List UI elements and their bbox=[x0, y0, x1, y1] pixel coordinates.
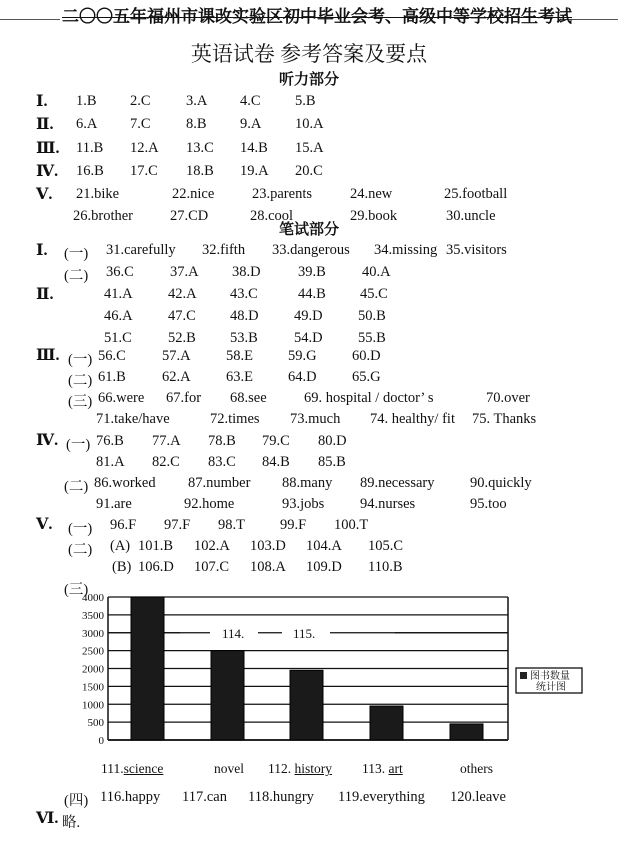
y-tick-label: 2000 bbox=[82, 663, 104, 676]
answer-item: 98.T bbox=[218, 517, 245, 533]
x-tick-label bbox=[214, 761, 244, 777]
answer-item: 69. hospital / doctor’ s bbox=[304, 390, 434, 406]
answer-item: 2.C bbox=[130, 93, 151, 109]
answer-item: 105.C bbox=[368, 538, 404, 554]
answer-item: 85.B bbox=[318, 454, 346, 470]
answer-item: 48.D bbox=[230, 308, 259, 324]
answer-item: 62.A bbox=[162, 369, 191, 385]
answer-item: 57.A bbox=[162, 348, 191, 364]
subsection-label: (四) bbox=[64, 793, 89, 809]
bar-art bbox=[370, 706, 403, 740]
answer-item: 8.B bbox=[186, 116, 207, 132]
answer-item: 61.B bbox=[98, 369, 126, 385]
section-number: Ⅳ. bbox=[36, 163, 59, 180]
section-number: Ⅵ. bbox=[36, 810, 59, 827]
answer-item: 107.C bbox=[194, 559, 230, 575]
answer-item: 120.leave bbox=[450, 789, 506, 805]
answer-item: 11.B bbox=[76, 140, 104, 156]
answer-item: 33.dangerous bbox=[272, 242, 350, 258]
exam-header: 二〇〇五年福州市课改实验区初中毕业会考、高级中等学校招生考试 bbox=[62, 7, 572, 26]
x-tick-label bbox=[460, 761, 493, 777]
answer-item: 38.D bbox=[232, 264, 261, 280]
x-tick-label bbox=[362, 761, 403, 777]
answer-item: 52.B bbox=[168, 330, 196, 346]
answer-item: 40.A bbox=[362, 264, 391, 280]
header-rule-left bbox=[0, 19, 60, 20]
answer-item: 50.B bbox=[358, 308, 386, 324]
answer-item: 79.C bbox=[262, 433, 290, 449]
answer-item: 83.C bbox=[208, 454, 236, 470]
answer-item: 23.parents bbox=[252, 186, 312, 202]
answer-item: 53.B bbox=[230, 330, 258, 346]
bar-novel bbox=[211, 651, 244, 740]
answer-item: 70.over bbox=[486, 390, 530, 406]
answer-item: 32.fifth bbox=[202, 242, 246, 258]
answer-item: 116.happy bbox=[100, 789, 161, 805]
answer-item: 81.A bbox=[96, 454, 125, 470]
answer-item: 118.hungry bbox=[248, 789, 314, 805]
answer-item: 72.times bbox=[210, 411, 260, 427]
subsection-label: (二) bbox=[68, 373, 93, 389]
answer-item: 42.A bbox=[168, 286, 197, 302]
answer-item: 117.can bbox=[182, 789, 227, 805]
x-tick-prefix: 111. bbox=[101, 761, 124, 776]
subsection-label: (A) bbox=[110, 538, 131, 554]
page-title: 英语试卷 参考答案及要点 bbox=[190, 42, 428, 66]
section-number: Ⅱ. bbox=[36, 116, 54, 133]
answer-item: 99.F bbox=[280, 517, 307, 533]
answer-item: 65.G bbox=[352, 369, 381, 385]
answer-item: 63.E bbox=[226, 369, 253, 385]
subsection-label: (三) bbox=[64, 582, 89, 598]
y-tick-label: 500 bbox=[87, 717, 104, 730]
x-tick-label bbox=[268, 761, 332, 777]
written-heading: 笔试部分 bbox=[278, 222, 339, 238]
y-tick-label: 1000 bbox=[82, 699, 104, 712]
section-number: Ⅰ. bbox=[36, 93, 48, 110]
x-tick-category: history bbox=[294, 761, 333, 776]
answer-item: 74. healthy/ fit bbox=[370, 411, 455, 427]
answer-item: 92.home bbox=[184, 496, 235, 512]
answer-item: 90.quickly bbox=[470, 475, 532, 491]
book-count-chart bbox=[0, 580, 618, 780]
answer-item: 17.C bbox=[130, 163, 158, 179]
listening-heading: 听力部分 bbox=[278, 72, 339, 88]
answer-item: 4.C bbox=[240, 93, 261, 109]
answer-item: 87.number bbox=[188, 475, 251, 491]
answer-item: 91.are bbox=[96, 496, 132, 512]
answer-item: 39.B bbox=[298, 264, 326, 280]
y-tick-label: 1500 bbox=[82, 681, 104, 694]
answer-item: 84.B bbox=[262, 454, 290, 470]
section-number: Ⅱ. bbox=[36, 286, 54, 303]
answer-item: 95.too bbox=[470, 496, 507, 512]
answer-item: 102.A bbox=[194, 538, 230, 554]
answer-item: 96.F bbox=[110, 517, 137, 533]
legend-label: 图书数量 bbox=[530, 671, 570, 682]
answer-item: 88.many bbox=[282, 475, 333, 491]
answer-item: 18.B bbox=[186, 163, 214, 179]
subsection-label: (二) bbox=[68, 542, 93, 558]
answer-item: 29.book bbox=[350, 208, 398, 224]
section-number: Ⅲ. bbox=[36, 347, 60, 364]
answer-item: 35.visitors bbox=[446, 242, 507, 258]
section-number: Ⅳ. bbox=[36, 432, 59, 449]
answer-item: 82.C bbox=[152, 454, 180, 470]
answer-item: 43.C bbox=[230, 286, 258, 302]
omitted-text: 略. bbox=[62, 815, 81, 831]
subsection-label: (二) bbox=[64, 479, 89, 495]
answer-item: 54.D bbox=[294, 330, 323, 346]
x-tick-category: science bbox=[123, 761, 164, 776]
x-tick-category: others bbox=[460, 761, 493, 776]
answer-item: 58.E bbox=[226, 348, 253, 364]
answer-item: 27.CD bbox=[170, 208, 209, 224]
answer-item: 46.A bbox=[104, 308, 133, 324]
answer-item: 93.jobs bbox=[282, 496, 325, 512]
answer-item: 47.C bbox=[168, 308, 196, 324]
answer-item: 110.B bbox=[368, 559, 403, 575]
answer-item: 21.bike bbox=[76, 186, 120, 202]
answer-item: 37.A bbox=[170, 264, 199, 280]
answer-item: 31.carefully bbox=[106, 242, 176, 258]
annotation-115: 115. bbox=[293, 625, 316, 641]
answer-item: 45.C bbox=[360, 286, 388, 302]
answer-item: 100.T bbox=[334, 517, 369, 533]
y-tick-label: 4000 bbox=[82, 592, 104, 604]
answer-item: 36.C bbox=[106, 264, 134, 280]
x-tick-prefix: 113. bbox=[362, 761, 389, 776]
annotation-114: 114. bbox=[222, 625, 245, 641]
answer-item: 108.A bbox=[250, 559, 286, 575]
answer-item: 24.new bbox=[350, 186, 393, 202]
answer-item: 1.B bbox=[76, 93, 97, 109]
answer-item: 97.F bbox=[164, 517, 191, 533]
subsection-label: (三) bbox=[68, 394, 93, 410]
answer-item: 49.D bbox=[294, 308, 323, 324]
bar-science bbox=[131, 597, 164, 740]
answer-item: 94.nurses bbox=[360, 496, 416, 512]
answer-item: 67.for bbox=[166, 390, 202, 406]
legend-label: 统计图 bbox=[536, 682, 566, 693]
answer-item: 56.C bbox=[98, 348, 126, 364]
x-tick-category: art bbox=[388, 761, 403, 776]
answer-item: 80.D bbox=[318, 433, 347, 449]
subsection-label: (一) bbox=[66, 437, 91, 453]
answer-item: 5.B bbox=[295, 93, 316, 109]
chart-legend bbox=[516, 668, 582, 693]
answer-item: 59.G bbox=[288, 348, 317, 364]
answer-item: 9.A bbox=[240, 116, 262, 132]
section-number: Ⅰ. bbox=[36, 242, 48, 259]
answer-item: 30.uncle bbox=[446, 208, 496, 224]
answer-item: 28.cool bbox=[250, 208, 294, 224]
x-tick-label bbox=[101, 761, 163, 777]
answer-item: 7.C bbox=[130, 116, 151, 132]
subsection-label: (B) bbox=[112, 559, 132, 575]
subsection-label: (二) bbox=[64, 268, 89, 284]
answer-item: 12.A bbox=[130, 140, 159, 156]
answer-item: 66.were bbox=[98, 390, 145, 406]
answer-item: 119.everything bbox=[338, 789, 425, 805]
answer-item: 60.D bbox=[352, 348, 381, 364]
answer-item: 103.D bbox=[250, 538, 286, 554]
answer-item: 77.A bbox=[152, 433, 181, 449]
answer-item: 68.see bbox=[230, 390, 267, 406]
answer-item: 26.brother bbox=[73, 208, 133, 224]
answer-item: 34.missing bbox=[374, 242, 438, 258]
y-tick-label: 2500 bbox=[82, 645, 104, 658]
answer-item: 104.A bbox=[306, 538, 342, 554]
answer-item: 44.B bbox=[298, 286, 326, 302]
answer-item: 41.A bbox=[104, 286, 133, 302]
answer-item: 20.C bbox=[295, 163, 323, 179]
answer-item: 86.worked bbox=[94, 475, 156, 491]
answer-item: 16.B bbox=[76, 163, 104, 179]
answer-item: 6.A bbox=[76, 116, 98, 132]
answer-item: 13.C bbox=[186, 140, 214, 156]
section-number: Ⅴ. bbox=[36, 186, 53, 203]
answer-item: 3.A bbox=[186, 93, 208, 109]
section-number: Ⅲ. bbox=[36, 140, 60, 157]
answer-item: 64.D bbox=[288, 369, 317, 385]
answer-item: 109.D bbox=[306, 559, 342, 575]
subsection-label: (一) bbox=[68, 352, 93, 368]
x-tick-category: novel bbox=[214, 761, 244, 776]
answer-item: 106.D bbox=[138, 559, 174, 575]
answer-item: 71.take/have bbox=[96, 411, 170, 427]
answer-item: 75. Thanks bbox=[472, 411, 537, 427]
answer-item: 15.A bbox=[295, 140, 324, 156]
answer-item: 19.A bbox=[240, 163, 269, 179]
answer-item: 25.football bbox=[444, 186, 508, 202]
answer-item: 55.B bbox=[358, 330, 386, 346]
section-number: Ⅴ. bbox=[36, 516, 53, 533]
x-tick-prefix: 112. bbox=[268, 761, 295, 776]
answer-item: 22.nice bbox=[172, 186, 215, 202]
subsection-label: (一) bbox=[68, 521, 93, 537]
bar-history bbox=[290, 670, 323, 740]
answer-item: 51.C bbox=[104, 330, 132, 346]
answer-item: 101.B bbox=[138, 538, 174, 554]
answer-item: 76.B bbox=[96, 433, 124, 449]
bar-others bbox=[450, 724, 483, 740]
y-tick-label: 3500 bbox=[82, 609, 104, 622]
subsection-label: (一) bbox=[64, 246, 89, 262]
y-tick-label: 0 bbox=[98, 735, 104, 747]
answer-item: 10.A bbox=[295, 116, 324, 132]
y-tick-label: 3000 bbox=[82, 627, 104, 640]
answer-item: 78.B bbox=[208, 433, 236, 449]
legend-swatch bbox=[520, 672, 527, 679]
answer-item: 14.B bbox=[240, 140, 268, 156]
answer-item: 73.much bbox=[290, 411, 341, 427]
answer-item: 89.necessary bbox=[360, 475, 435, 491]
